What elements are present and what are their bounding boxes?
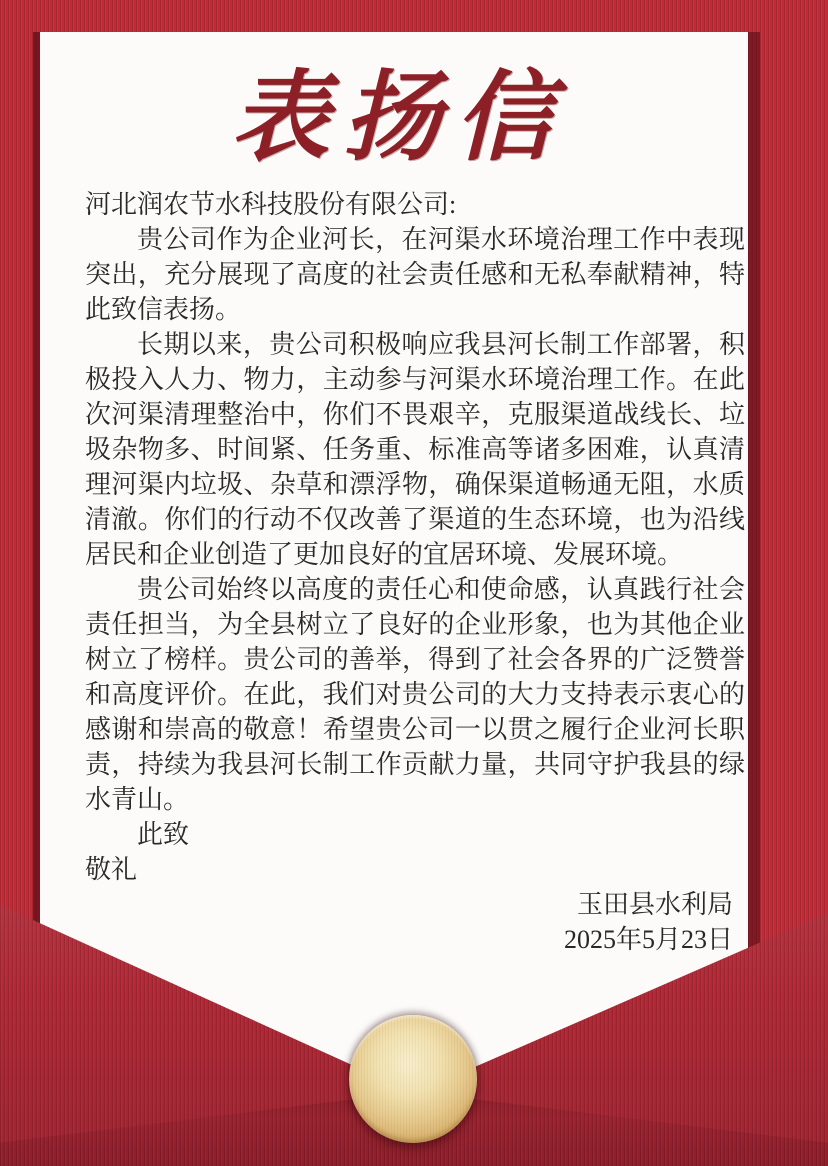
- letter-title: 表扬信: [230, 60, 567, 175]
- salutation: 河北润农节水科技股份有限公司:: [85, 190, 457, 219]
- paragraph-1: 贵公司作为企业河长，在河渠水环境治理工作中表现突出，充分展现了高度的社会责任感和无私奉献精神，特此致信表扬。: [85, 225, 745, 324]
- signature-organization: 玉田县水利局: [576, 890, 733, 919]
- paragraph-2: 长期以来，贵公司积极响应我县河长制工作部署，积极投入人力、物力，主动参与河渠水环境治理工作。在此次河渠清理整治中，你们不畏艰辛，克服渠道战线长、垃圾杂物多、时间紧、任务重、标准高等诸多困难，认真清理河渠内垃圾、杂草和漂浮物，确保渠道畅通无阻，水质清澈。你们的行动不仅改善了渠道的生态环境，也为沿线居民和企业创造了更加良好的宜居环境、发展环境。: [85, 330, 745, 569]
- paragraph-3: 贵公司始终以高度的责任心和使命感，认真践行社会责任担当，为全县树立了良好的企业形象，也为其他企业树立了榜样。贵公司的善举，得到了社会各界的广泛赞誉和高度评价。在此，我们对贵公司的大力支持表示衷心的感谢和崇高的敬意！希望贵公司一以贯之履行企业河长职责，持续为我县河长制工作贡献力量，共同守护我县的绿水青山。: [85, 575, 745, 814]
- closing-cizhi: 此致: [137, 820, 190, 849]
- closing-jingli: 敬礼: [85, 855, 138, 884]
- letter-body: [85, 187, 745, 957]
- gold-seal-button: [349, 1015, 477, 1143]
- signature-date: 2025年5月23日: [563, 925, 733, 954]
